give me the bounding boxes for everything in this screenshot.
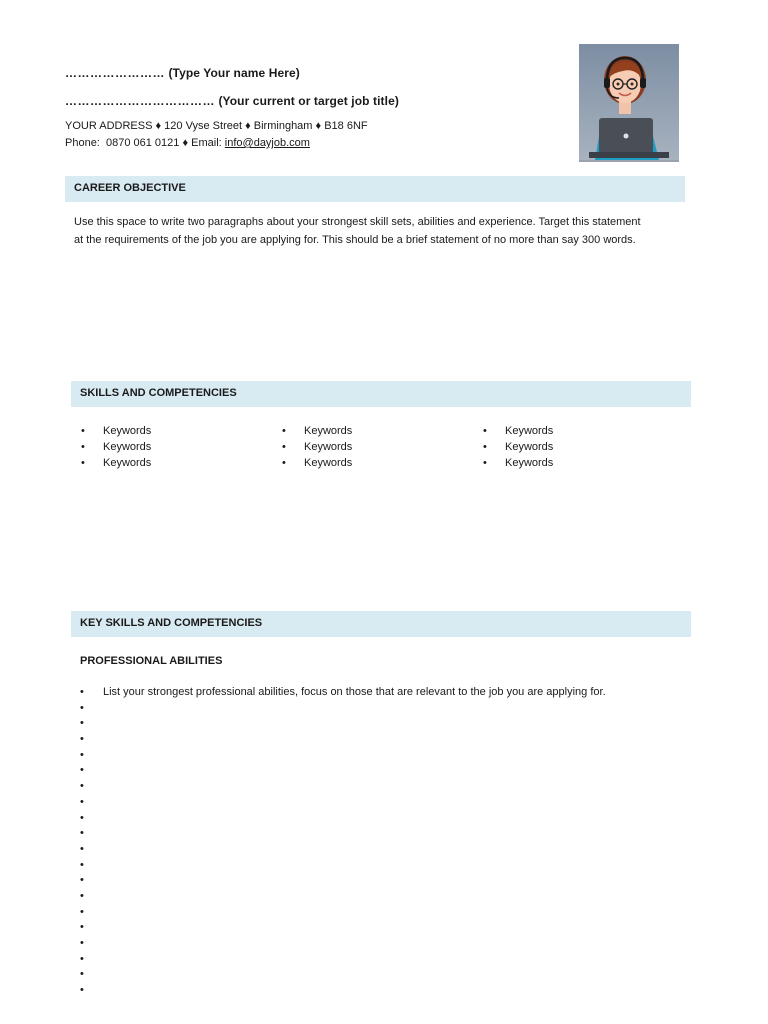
professional-abilities-heading: PROFESSIONAL ABILITIES (80, 655, 223, 667)
bullet-icon: • (80, 748, 84, 761)
bullet-icon: • (81, 441, 85, 453)
bullet-icon: • (80, 780, 84, 793)
street: 120 Vyse Street (164, 120, 243, 132)
list-item (80, 826, 720, 842)
list-item (80, 811, 720, 827)
career-objective-heading: CAREER OBJECTIVE (74, 182, 186, 194)
list-item (483, 455, 553, 471)
name-line (65, 66, 300, 80)
bullet-icon: • (80, 921, 84, 934)
keywords-column-1 (81, 423, 151, 471)
bullet-icon: • (80, 858, 84, 871)
skills-heading: SKILLS AND COMPETENCIES (80, 387, 237, 399)
diamond-icon: ♦ (245, 120, 251, 132)
list-item (80, 983, 720, 999)
list-item (80, 716, 720, 732)
email-link[interactable]: info@dayjob.com (224, 137, 310, 149)
diamond-icon: ♦ (315, 120, 322, 132)
list-item (80, 920, 720, 936)
job-title-line (65, 94, 399, 108)
profile-photo (579, 44, 679, 162)
keyword: Keywords (505, 441, 554, 453)
phone-number: 0870 061 0121 (106, 137, 180, 149)
address-line (65, 120, 368, 132)
job-title-placeholder: (Your current or target job title) (218, 94, 399, 108)
phone-label: Phone: (65, 137, 100, 149)
bullet-icon: • (80, 905, 84, 918)
bullet-icon: • (80, 968, 84, 981)
list-item (80, 952, 720, 968)
bullet-icon: • (80, 733, 84, 746)
bullet-icon: • (80, 952, 84, 965)
bullet-icon: • (80, 764, 84, 777)
keyword: Keywords (103, 457, 152, 469)
list-item (80, 763, 720, 779)
list-item (80, 967, 720, 983)
list-item (80, 732, 720, 748)
keyword: Keywords (505, 425, 554, 437)
list-item (81, 423, 151, 439)
keywords-column-3 (483, 423, 553, 471)
bullet-icon: • (282, 457, 286, 469)
bullet-icon: • (483, 441, 487, 453)
postcode: B18 6NF (324, 120, 368, 132)
bullet-icon: • (81, 457, 85, 469)
bullet-icon: • (80, 795, 84, 808)
bullet-icon: • (80, 889, 84, 902)
skills-band (71, 381, 691, 407)
list-item (80, 873, 720, 889)
bullet-icon: • (483, 425, 487, 437)
list-item (282, 439, 352, 455)
email-label: Email: (191, 137, 222, 149)
keyword: Keywords (304, 457, 353, 469)
keyword: Keywords (304, 441, 353, 453)
list-item (80, 889, 720, 905)
keyword: Keywords (103, 425, 152, 437)
bullet-icon: • (80, 984, 84, 997)
list-item (80, 936, 720, 952)
diamond-icon: ♦ (155, 120, 162, 132)
list-item (81, 455, 151, 471)
name-placeholder: (Type Your name Here) (168, 66, 300, 80)
list-item (483, 423, 553, 439)
bullet-icon: • (80, 686, 84, 698)
bullet-icon: • (80, 937, 84, 949)
list-item (80, 685, 720, 701)
bullet-icon: • (80, 811, 84, 824)
avatar-illustration (579, 44, 679, 160)
career-objective-text (74, 213, 684, 249)
list-item (81, 439, 151, 455)
contact-line (65, 137, 310, 149)
list-item (80, 795, 720, 811)
bullet-icon: • (80, 717, 84, 730)
list-item-text: List your strongest professional abilities, focus on those that are relevant to the job you are applying for. (103, 686, 606, 698)
bullet-icon: • (282, 425, 286, 437)
keyword: Keywords (103, 441, 152, 453)
list-item (282, 423, 352, 439)
bullet-icon: • (80, 827, 84, 840)
list-item (80, 701, 720, 717)
key-skills-heading: KEY SKILLS AND COMPETENCIES (80, 617, 263, 629)
career-objective-line: at the requirements of the job you are applying for. This should be a brief statement of no more than say 300 words. (74, 234, 636, 246)
bullet-icon: • (483, 457, 487, 469)
list-item (80, 905, 720, 921)
keyword: Keywords (505, 457, 554, 469)
city: Birmingham (253, 120, 313, 132)
list-item (282, 455, 352, 471)
bullet-icon: • (80, 874, 84, 887)
bullet-icon: • (80, 842, 84, 855)
key-skills-band (71, 611, 691, 637)
title-dots: ……………………………… (65, 94, 215, 108)
keywords-column-2 (282, 423, 352, 471)
keyword: Keywords (304, 425, 353, 437)
list-item (80, 842, 720, 858)
list-item (80, 748, 720, 764)
diamond-icon: ♦ (182, 137, 189, 149)
list-item (80, 779, 720, 795)
list-item (80, 858, 720, 874)
bullet-icon: • (282, 441, 286, 453)
professional-abilities-list (80, 685, 720, 999)
bullet-icon: • (80, 701, 84, 714)
list-item (483, 439, 553, 455)
name-dots: …………………… (65, 66, 165, 80)
career-objective-band (65, 176, 685, 202)
career-objective-line: Use this space to write two paragraphs about your strongest skill sets, abilities and experience. Target this statement (74, 216, 641, 228)
bullet-icon: • (81, 425, 85, 437)
address-label: YOUR ADDRESS (65, 120, 153, 132)
